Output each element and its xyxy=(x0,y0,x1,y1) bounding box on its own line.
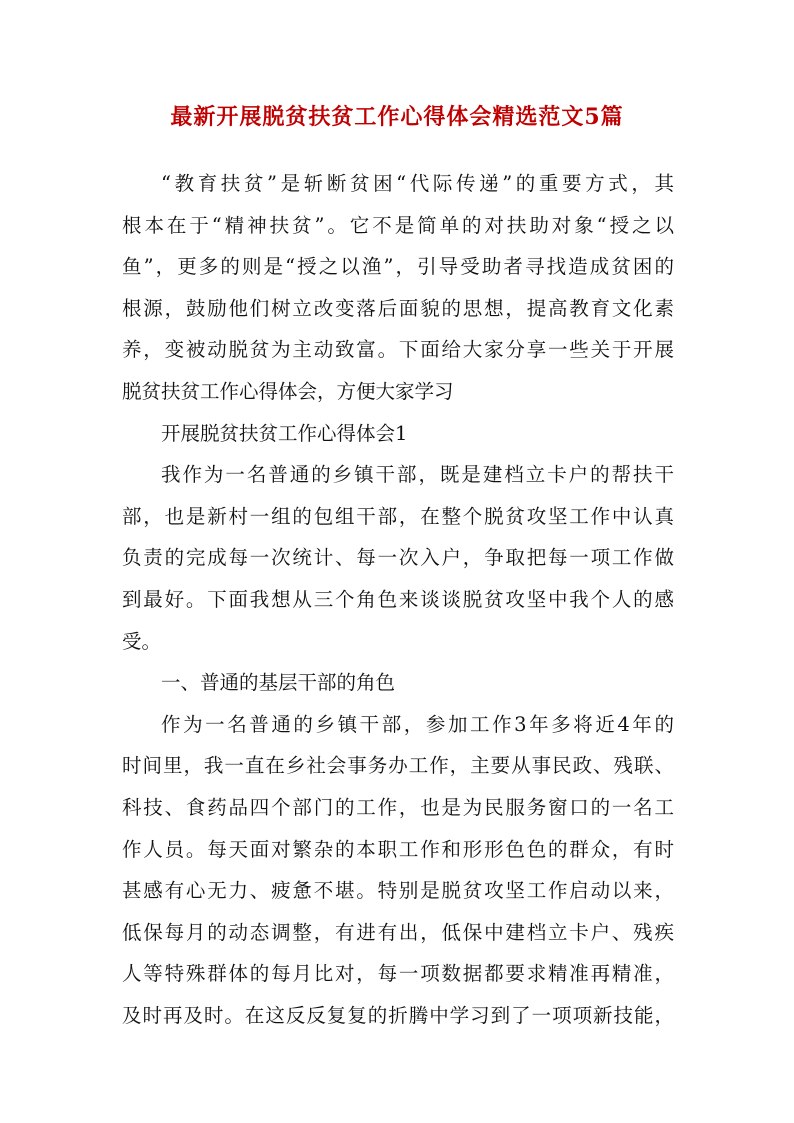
section-heading: 开展脱贫扶贫工作心得体会1 xyxy=(161,421,408,445)
paragraph-line: 鱼”，更多的则是“授之以渔”，引导受助者寻找造成贫困的 xyxy=(122,255,674,279)
section-heading: 一、普通的基层干部的角色 xyxy=(161,671,396,695)
paragraph-line: 根本在于“精神扶贫”。它不是简单的对扶助对象“授之以 xyxy=(122,213,674,237)
paragraph-line: 受。 xyxy=(122,629,162,653)
paragraph-line: 脱贫扶贫工作心得体会，方便大家学习 xyxy=(122,379,454,403)
paragraph-line: 甚感有心无力、疲惫不堪。特别是脱贫攻坚工作启动以来， xyxy=(122,879,674,903)
paragraph-line: 部，也是新村一组的包组干部，在整个脱贫攻坚工作中认真 xyxy=(122,504,674,528)
paragraph-line: 我作为一名普通的乡镇干部，既是建档立卡户的帮扶干 xyxy=(161,463,674,487)
paragraph-line: 时间里，我一直在乡社会事务办工作，主要从事民政、残联、 xyxy=(122,754,674,778)
paragraph-line: 作为一名普通的乡镇干部，参加工作3年多将近4年的 xyxy=(161,712,674,736)
paragraph-line: 人等特殊群体的每月比对，每一项数据都要求精准再精准， xyxy=(122,962,674,986)
document-title: 最新开展脱贫扶贫工作心得体会精选范文5篇 xyxy=(170,104,624,130)
paragraph-line: 及时再及时。在这反反复复的折腾中学习到了一项项新技能， xyxy=(122,1003,674,1027)
paragraph-line: 到最好。下面我想从三个角色来谈谈脱贫攻坚中我个人的感 xyxy=(122,587,674,611)
paragraph-line: 养，变被动脱贫为主动致富。下面给大家分享一些关于开展 xyxy=(122,338,674,362)
paragraph-line: 作人员。每天面对繁杂的本职工作和形形色色的群众，有时 xyxy=(122,837,674,861)
document-body xyxy=(122,163,674,1036)
paragraph-line: 根源，鼓励他们树立改变落后面貌的思想，提高教育文化素 xyxy=(122,296,674,320)
paragraph-line: 科技、食药品四个部门的工作，也是为民服务窗口的一名工 xyxy=(122,795,674,819)
paragraph-line: 低保每月的动态调整，有进有出，低保中建档立卡户、残疾 xyxy=(122,920,674,944)
paragraph-line: “教育扶贫”是斩断贫困“代际传递”的重要方式，其 xyxy=(161,172,674,195)
paragraph-line: 负责的完成每一次统计、每一次入户，争取把每一项工作做 xyxy=(122,546,674,570)
